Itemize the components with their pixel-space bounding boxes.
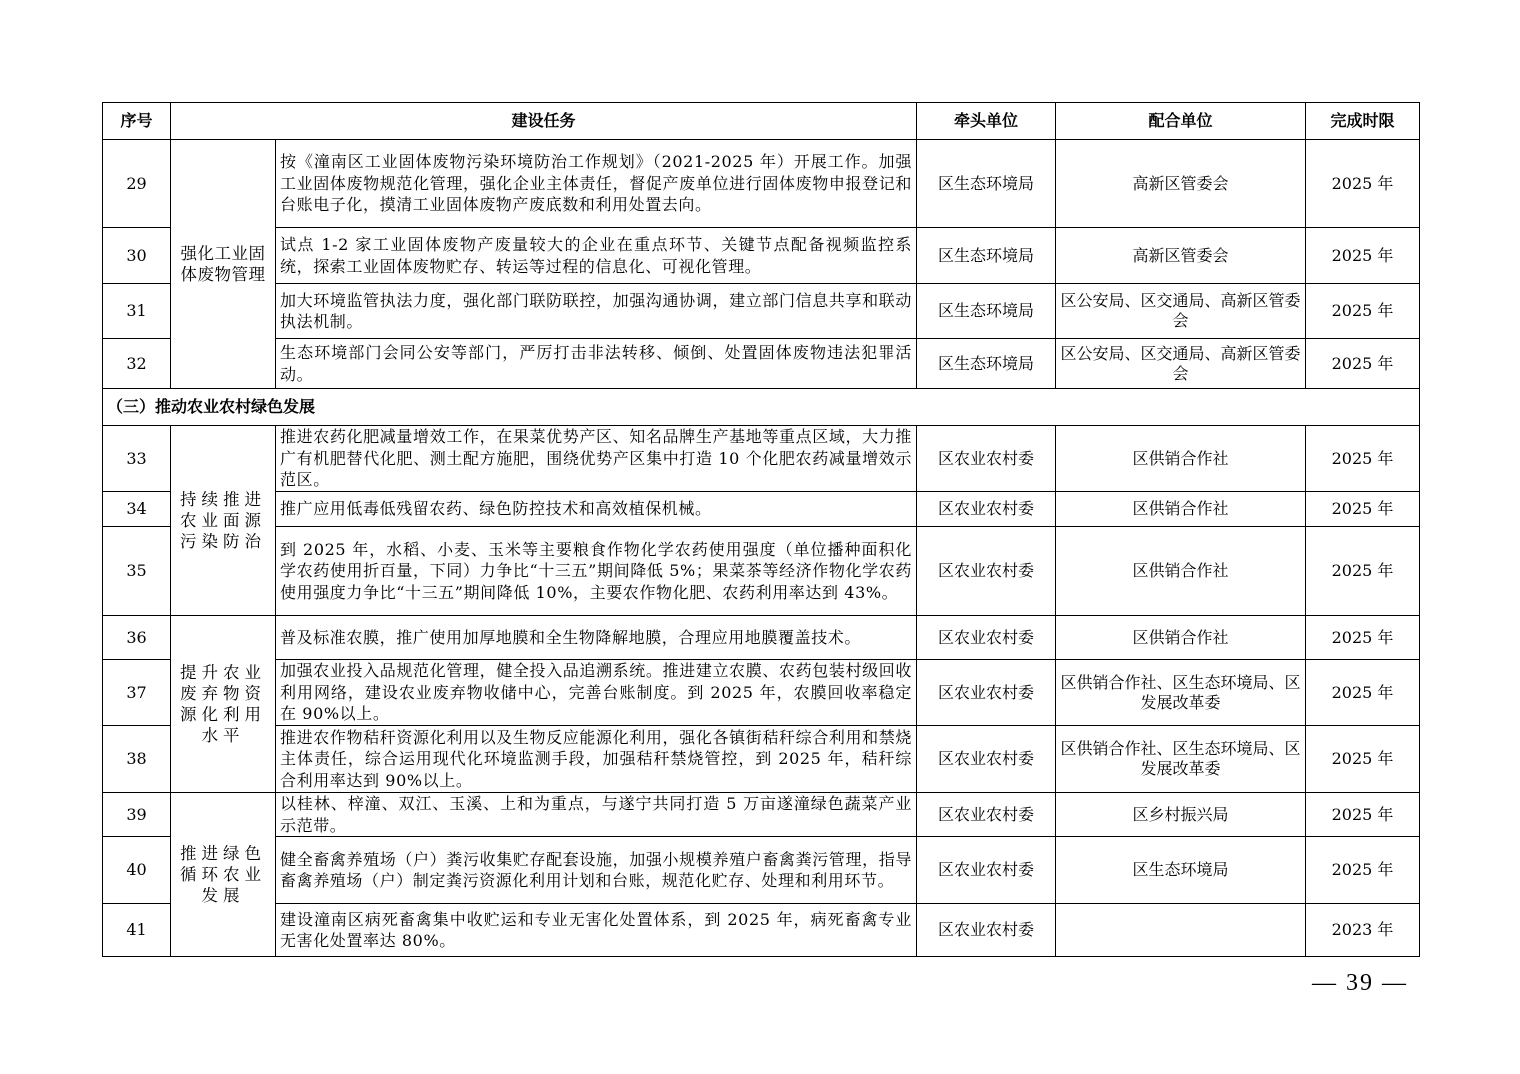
task-cell: 健全畜禽养殖场（户）粪污收集贮存配套设施，加强小规模养殖户畜禽粪污管理，指导畜禽养殖场（户）制定粪污资源化利用计划和台账，规范化贮存、处理和利用环节。 bbox=[276, 837, 917, 904]
category-cell: 提升农业废弃物资源化利用水平 bbox=[171, 616, 276, 793]
task-cell: 试点 1-2 家工业固体废物产废量较大的企业在重点环节、关键节点配备视频监控系统，探索工业固体废物贮存、转运等过程的信息化、可视化管理。 bbox=[276, 228, 917, 284]
coop-cell: 区供销合作社 bbox=[1056, 527, 1306, 616]
task-cell: 普及标准农膜，推广使用加厚地膜和全生物降解地膜，合理应用地膜覆盖技术。 bbox=[276, 616, 917, 660]
task-cell: 生态环境部门会同公安等部门，严厉打击非法转移、倾倒、处置固体废物违法犯罪活动。 bbox=[276, 339, 917, 389]
row-no: 34 bbox=[103, 492, 171, 527]
task-cell: 以桂林、梓潼、双江、玉溪、上和为重点，与遂宁共同打造 5 万亩遂潼绿色蔬菜产业示范带。 bbox=[276, 793, 917, 837]
row-no: 37 bbox=[103, 660, 171, 726]
lead-cell: 区生态环境局 bbox=[917, 339, 1056, 389]
header-no: 序号 bbox=[103, 103, 171, 140]
task-table bbox=[102, 102, 1420, 957]
deadline-cell: 2025 年 bbox=[1306, 527, 1420, 616]
row-no: 33 bbox=[103, 426, 171, 492]
coop-cell: 区乡村振兴局 bbox=[1056, 793, 1306, 837]
lead-cell: 区农业农村委 bbox=[917, 426, 1056, 492]
coop-cell: 区供销合作社 bbox=[1056, 616, 1306, 660]
task-cell: 加强农业投入品规范化管理，健全投入品追溯系统。推进建立农膜、农药包装村级回收利用网络，建设农业废弃物收储中心，完善台账制度。到 2025 年，农膜回收率稳定在 90%以上。 bbox=[276, 660, 917, 726]
task-cell: 推进农药化肥减量增效工作，在果菜优势产区、知名品牌生产基地等重点区域，大力推广有机肥替代化肥、测土配方施肥，围绕优势产区集中打造 10 个化肥农药减量增效示范区。 bbox=[276, 426, 917, 492]
header-deadline: 完成时限 bbox=[1306, 103, 1420, 140]
task-cell: 到 2025 年，水稻、小麦、玉米等主要粮食作物化学农药使用强度（单位播种面积化学农药使用折百量，下同）力争比“十三五”期间降低 5%；果菜茶等经济作物化学农药使用强度力争比“十三五”期间降低 10%，主要农作物化肥、农药利用率达到 43%。 bbox=[276, 527, 917, 616]
table-row bbox=[103, 616, 1420, 660]
row-no: 31 bbox=[103, 284, 171, 339]
row-no: 41 bbox=[103, 904, 171, 957]
category-cell: 推进绿色循环农业发展 bbox=[171, 793, 276, 957]
header-lead: 牵头单位 bbox=[917, 103, 1056, 140]
lead-cell: 区生态环境局 bbox=[917, 284, 1056, 339]
table-header-row bbox=[103, 103, 1420, 140]
coop-cell: 区生态环境局 bbox=[1056, 837, 1306, 904]
lead-cell: 区农业农村委 bbox=[917, 726, 1056, 793]
task-cell: 按《潼南区工业固体废物污染环境防治工作规划》（2021-2025 年）开展工作。加强工业固体废物规范化管理，强化企业主体责任，督促产废单位进行固体废物申报登记和台账电子化，摸清工业固体废物产废底数和利用处置去向。 bbox=[276, 140, 917, 228]
section-title: （三）推动农业农村绿色发展 bbox=[103, 389, 1420, 426]
coop-cell: 区公安局、区交通局、高新区管委会 bbox=[1056, 339, 1306, 389]
deadline-cell: 2023 年 bbox=[1306, 904, 1420, 957]
coop-cell: 区供销合作社、区生态环境局、区发展改革委 bbox=[1056, 726, 1306, 793]
coop-cell: 区供销合作社、区生态环境局、区发展改革委 bbox=[1056, 660, 1306, 726]
table-row bbox=[103, 793, 1420, 837]
page-number: — 39 — bbox=[1312, 970, 1408, 996]
lead-cell: 区农业农村委 bbox=[917, 527, 1056, 616]
row-no: 39 bbox=[103, 793, 171, 837]
lead-cell: 区生态环境局 bbox=[917, 228, 1056, 284]
task-cell: 加大环境监管执法力度，强化部门联防联控，加强沟通协调，建立部门信息共享和联动执法机制。 bbox=[276, 284, 917, 339]
task-cell: 推广应用低毒低残留农药、绿色防控技术和高效植保机械。 bbox=[276, 492, 917, 527]
table-row bbox=[103, 527, 1420, 616]
category-cell: 强化工业固体废物管理 bbox=[171, 140, 276, 389]
deadline-cell: 2025 年 bbox=[1306, 616, 1420, 660]
table-row bbox=[103, 228, 1420, 284]
deadline-cell: 2025 年 bbox=[1306, 284, 1420, 339]
section-row bbox=[103, 389, 1420, 426]
table-row bbox=[103, 660, 1420, 726]
row-no: 30 bbox=[103, 228, 171, 284]
category-cell: 持续推进农业面源污染防治 bbox=[171, 426, 276, 616]
table-row bbox=[103, 492, 1420, 527]
coop-cell: 区供销合作社 bbox=[1056, 426, 1306, 492]
coop-cell: 高新区管委会 bbox=[1056, 228, 1306, 284]
deadline-cell: 2025 年 bbox=[1306, 492, 1420, 527]
table-row bbox=[103, 284, 1420, 339]
deadline-cell: 2025 年 bbox=[1306, 140, 1420, 228]
table-row bbox=[103, 140, 1420, 228]
header-task: 建设任务 bbox=[171, 103, 917, 140]
lead-cell: 区农业农村委 bbox=[917, 616, 1056, 660]
row-no: 38 bbox=[103, 726, 171, 793]
lead-cell: 区农业农村委 bbox=[917, 837, 1056, 904]
task-cell: 建设潼南区病死畜禽集中收贮运和专业无害化处置体系，到 2025 年，病死畜禽专业无害化处置率达 80%。 bbox=[276, 904, 917, 957]
deadline-cell: 2025 年 bbox=[1306, 660, 1420, 726]
table-row bbox=[103, 726, 1420, 793]
deadline-cell: 2025 年 bbox=[1306, 793, 1420, 837]
deadline-cell: 2025 年 bbox=[1306, 339, 1420, 389]
lead-cell: 区生态环境局 bbox=[917, 140, 1056, 228]
row-no: 35 bbox=[103, 527, 171, 616]
lead-cell: 区农业农村委 bbox=[917, 492, 1056, 527]
row-no: 36 bbox=[103, 616, 171, 660]
row-no: 40 bbox=[103, 837, 171, 904]
coop-cell bbox=[1056, 904, 1306, 957]
table-row bbox=[103, 837, 1420, 904]
header-coop: 配合单位 bbox=[1056, 103, 1306, 140]
deadline-cell: 2025 年 bbox=[1306, 426, 1420, 492]
task-cell: 推进农作物秸秆资源化利用以及生物反应能源化利用，强化各镇街秸秆综合利用和禁烧主体责任，综合运用现代化环境监测手段，加强秸秆禁烧管控，到 2025 年，秸秆综合利用率达到 90%以上。 bbox=[276, 726, 917, 793]
lead-cell: 区农业农村委 bbox=[917, 793, 1056, 837]
row-no: 32 bbox=[103, 339, 171, 389]
deadline-cell: 2025 年 bbox=[1306, 726, 1420, 793]
coop-cell: 区供销合作社 bbox=[1056, 492, 1306, 527]
table-row bbox=[103, 904, 1420, 957]
lead-cell: 区农业农村委 bbox=[917, 904, 1056, 957]
deadline-cell: 2025 年 bbox=[1306, 228, 1420, 284]
deadline-cell: 2025 年 bbox=[1306, 837, 1420, 904]
table-row bbox=[103, 426, 1420, 492]
coop-cell: 区公安局、区交通局、高新区管委会 bbox=[1056, 284, 1306, 339]
row-no: 29 bbox=[103, 140, 171, 228]
coop-cell: 高新区管委会 bbox=[1056, 140, 1306, 228]
table-row bbox=[103, 339, 1420, 389]
lead-cell: 区农业农村委 bbox=[917, 660, 1056, 726]
